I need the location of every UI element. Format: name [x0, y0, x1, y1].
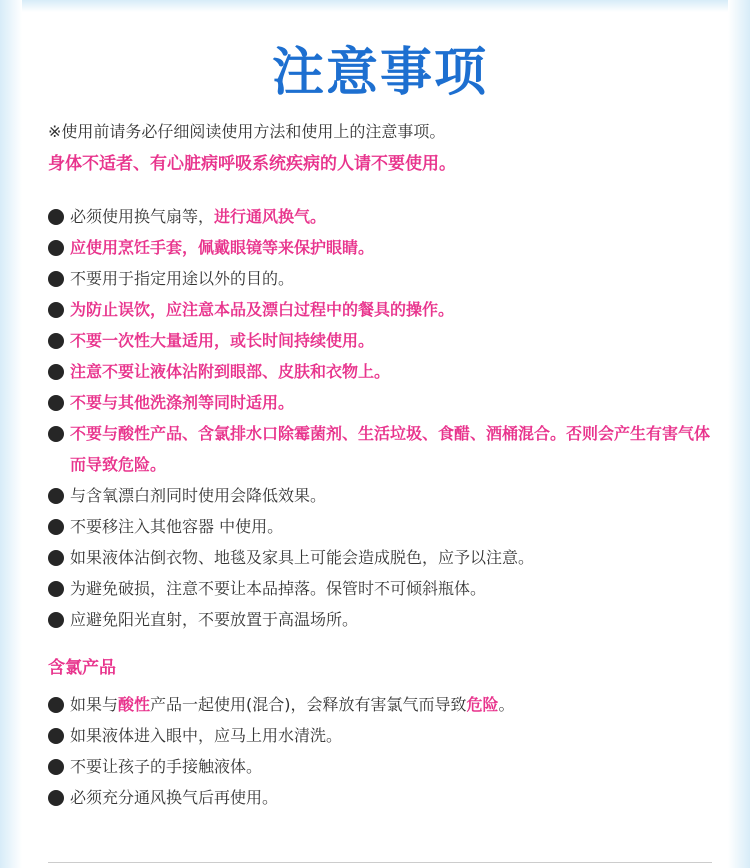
item-text: 如果液体进入眼中，应马上用水清洗。 — [70, 726, 343, 745]
list-item — [48, 751, 712, 782]
item-text: 如果液体沾倒衣物、地毯及家具上可能会造成脱色，应予以注意。 — [70, 548, 535, 567]
bullet-icon — [48, 728, 64, 744]
bullet-icon — [48, 302, 64, 318]
list-item — [48, 356, 712, 387]
item-highlight: 不要与其他洗涤剂等同时适用。 — [70, 393, 295, 412]
item-text: 必须充分通风换气后再使用。 — [70, 788, 279, 807]
bullet-icon — [48, 759, 64, 775]
bullet-icon — [48, 333, 64, 349]
bullet-icon — [48, 519, 64, 535]
bullet-icon — [48, 488, 64, 504]
list-item — [48, 201, 712, 232]
list-item — [48, 387, 712, 418]
bullet-icon — [48, 271, 64, 287]
item-text: 如果与 — [70, 695, 119, 714]
bullet-icon — [48, 581, 64, 597]
item-text: 应避免阳光直射，不要放置于高温场所。 — [70, 610, 359, 629]
bullet-icon — [48, 364, 64, 380]
bullet-icon — [48, 209, 64, 225]
item-text: 不要移注入其他容器 中使用。 — [70, 517, 284, 536]
item-highlight: 应使用烹饪手套，佩戴眼镜等来保护眼睛。 — [70, 238, 375, 257]
list-item — [48, 689, 712, 720]
item-highlight: 不要与酸性产品、含氯排水口除霉菌剂、生活垃圾、食醋、酒桶混合。否则会产生有害气体而导致危险。 — [70, 424, 711, 474]
item-text: 与含氧漂白剂同时使用会降低效果。 — [70, 486, 327, 505]
frame-right-border — [728, 0, 750, 868]
item-highlight: 注意不要让液体沾附到眼部、皮肤和衣物上。 — [70, 362, 391, 381]
item-highlight: 不要一次性大量适用，或长时间持续使用。 — [70, 331, 375, 350]
chlorine-precautions-list — [48, 689, 712, 813]
frame-left-border — [0, 0, 22, 868]
list-item — [48, 542, 712, 573]
item-text: 为避免破损，注意不要让本品掉落。保管时不可倾斜瓶体。 — [70, 579, 487, 598]
item-highlight: 进行通风换气。 — [214, 207, 327, 226]
list-item — [48, 604, 712, 635]
list-item — [48, 480, 712, 511]
page-title: 注意事项 — [271, 43, 488, 103]
item-text: 。 — [498, 695, 515, 714]
item-highlight: 酸性 — [118, 695, 151, 714]
list-item — [48, 573, 712, 604]
list-item — [48, 325, 712, 356]
precautions-list — [48, 201, 712, 635]
health-warning: 身体不适者、有心脏病呼吸系统疾病的人请不要使用。 — [48, 154, 456, 174]
bottom-divider — [48, 862, 712, 863]
item-text: 必须使用换气扇等， — [70, 207, 215, 226]
list-item — [48, 720, 712, 751]
section-title-chlorine: 含氯产品 — [48, 658, 116, 678]
bullet-icon — [48, 697, 64, 713]
item-text: 不要用于指定用途以外的目的。 — [70, 269, 295, 288]
bullet-icon — [48, 240, 64, 256]
list-item — [48, 782, 712, 813]
list-item — [48, 294, 712, 325]
bullet-icon — [48, 550, 64, 566]
intro-note: ※使用前请务必仔细阅读使用方法和使用上的注意事项。 — [48, 122, 446, 141]
list-item — [48, 263, 712, 294]
list-item — [48, 511, 712, 542]
list-item — [48, 418, 712, 480]
item-highlight: 为防止误饮，应注意本品及漂白过程中的餐具的操作。 — [70, 300, 455, 319]
list-item — [48, 232, 712, 263]
bullet-icon — [48, 426, 64, 442]
item-text: 产品一起使用(混合)，会释放有害氯气而导致 — [150, 695, 467, 714]
item-highlight: 危险 — [466, 695, 499, 714]
frame-top-border — [0, 0, 750, 12]
bullet-icon — [48, 612, 64, 628]
bullet-icon — [48, 790, 64, 806]
item-text: 不要让孩子的手接触液体。 — [70, 757, 263, 776]
bullet-icon — [48, 395, 64, 411]
